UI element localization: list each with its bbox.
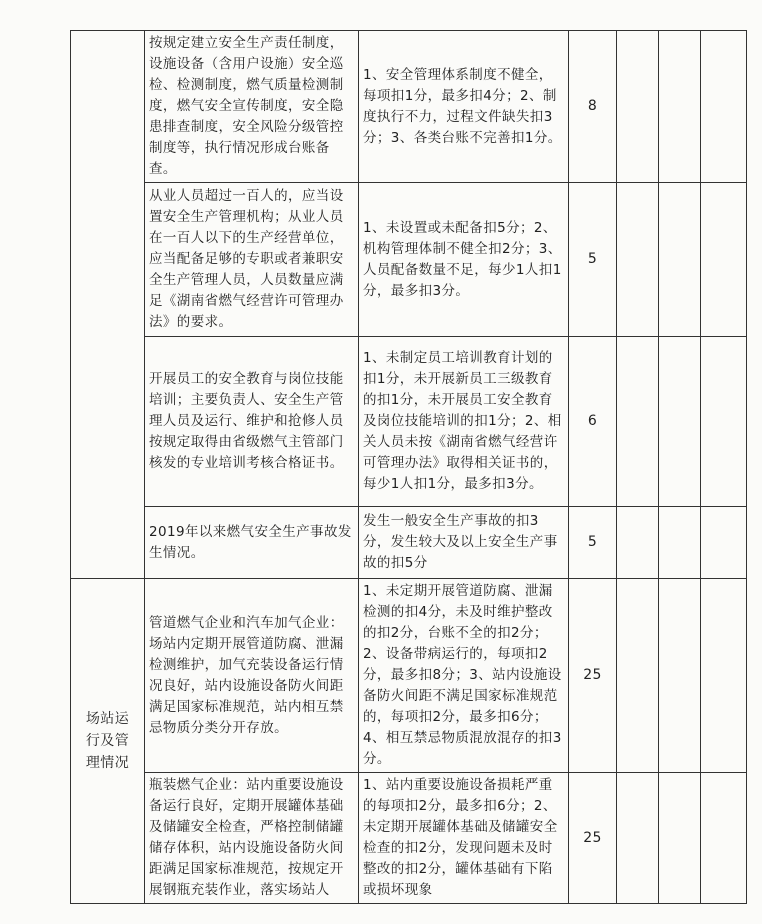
score-value: 8 — [569, 31, 617, 183]
empty-cell — [617, 183, 659, 337]
deduction-criteria: 发生一般安全生产事故的扣3分，发生较大及以上安全生产事故的扣5分 — [359, 507, 569, 579]
score-value: 5 — [569, 507, 617, 579]
empty-cell — [659, 579, 701, 773]
deduction-criteria: 1、未定期开展管道防腐、泄漏检测的扣4分，未及时维护整改的扣2分，台账不全的扣2分；2、设备带病运行的，每项扣2分，最多扣8分；3、站内设施设备防火间距不满足国家标准规范的，每项扣2分，最多扣6分；4、相互禁忌物质混放混存的扣3分。 — [359, 579, 569, 773]
assessment-content: 瓶装燃气企业：站内重要设施设备运行良好，定期开展罐体基础及储罐安全检查，严格控制储罐储存体积，站内设施设备防火间距满足国家标准规范，按规定开展钢瓶充装作业，落实场站人 — [145, 773, 359, 904]
table-row — [71, 773, 747, 904]
score-value: 5 — [569, 183, 617, 337]
empty-cell — [617, 337, 659, 507]
category-cell-empty — [71, 31, 145, 579]
deduction-criteria: 1、安全管理体系制度不健全，每项扣1分，最多扣4分；2、制度执行不力，过程文件缺失扣3分；3、各类台账不完善扣1分。 — [359, 31, 569, 183]
deduction-criteria: 1、未制定员工培训教育计划的扣1分，未开展新员工三级教育的扣1分，未开展员工安全教育及岗位技能培训的扣1分；2、相关人员未按《湖南省燃气经营许可管理办法》取得相关证书的，每少1人扣1分，最多扣3分。 — [359, 337, 569, 507]
empty-cell — [659, 183, 701, 337]
empty-cell — [617, 31, 659, 183]
empty-cell — [701, 31, 747, 183]
empty-cell — [701, 507, 747, 579]
category-label: 场站运行及管理情况 — [71, 579, 145, 904]
table-row — [71, 31, 747, 183]
scoring-table — [70, 30, 747, 904]
empty-cell — [659, 507, 701, 579]
table-row — [71, 507, 747, 579]
empty-cell — [701, 773, 747, 904]
table-row — [71, 183, 747, 337]
empty-cell — [701, 183, 747, 337]
assessment-content: 从业人员超过一百人的，应当设置安全生产管理机构；从业人员在一百人以下的生产经营单位，应当配备足够的专职或者兼职安全生产管理人员，人员数量应满足《湖南省燃气经营许可管理办法》的要求。 — [145, 183, 359, 337]
score-value: 25 — [569, 579, 617, 773]
deduction-criteria: 1、未设置或未配备扣5分；2、机构管理体制不健全扣2分；3、人员配备数量不足，每少1人扣1分，最多扣3分。 — [359, 183, 569, 337]
assessment-content: 按规定建立安全生产责任制度，设施设备（含用户设施）安全巡检、检测制度，燃气质量检测制度，燃气安全宣传制度，安全隐患排查制度，安全风险分级管控制度等，执行情况形成台账备查。 — [145, 31, 359, 183]
table-row — [71, 579, 747, 773]
table-row — [71, 337, 747, 507]
assessment-content: 2019年以来燃气安全生产事故发生情况。 — [145, 507, 359, 579]
empty-cell — [617, 773, 659, 904]
empty-cell — [617, 507, 659, 579]
empty-cell — [659, 31, 701, 183]
assessment-content: 开展员工的安全教育与岗位技能培训；主要负责人、安全生产管理人员及运行、维护和抢修人员按规定取得由省级燃气主管部门核发的专业培训考核合格证书。 — [145, 337, 359, 507]
assessment-content: 管道燃气企业和汽车加气企业：场站内定期开展管道防腐、泄漏检测维护，加气充装设备运行情况良好，站内设施设备防火间距满足国家标准规范，站内相互禁忌物质分类分开存放。 — [145, 579, 359, 773]
empty-cell — [701, 337, 747, 507]
empty-cell — [701, 579, 747, 773]
empty-cell — [617, 579, 659, 773]
score-value: 6 — [569, 337, 617, 507]
empty-cell — [659, 337, 701, 507]
score-value: 25 — [569, 773, 617, 904]
deduction-criteria: 1、站内重要设施设备损耗严重的每项扣2分，最多扣6分；2、未定期开展罐体基础及储罐安全检查的扣2分，发现问题未及时整改的扣2分，罐体基础有下陷或损坏现象 — [359, 773, 569, 904]
empty-cell — [659, 773, 701, 904]
